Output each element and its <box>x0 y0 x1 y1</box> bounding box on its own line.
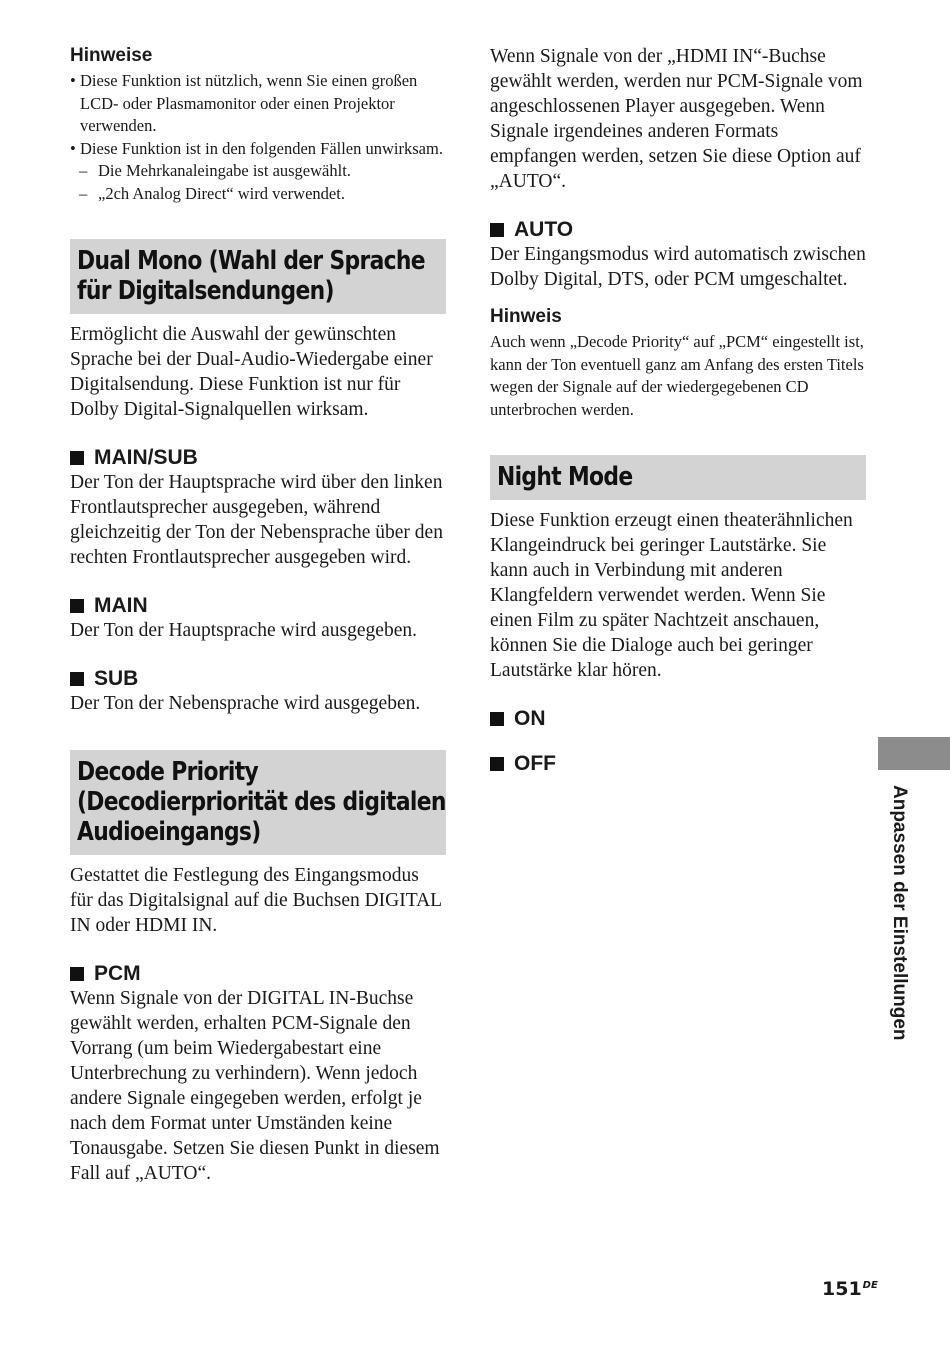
option-main-sub: MAIN/SUB <box>70 445 446 470</box>
option-off: OFF <box>490 751 866 776</box>
notes-list <box>70 70 446 205</box>
right-column <box>490 44 866 776</box>
dual-mono-intro: Ermöglicht die Auswahl der gewünschten Sprache bei der Dual-Audio-Wiedergabe einer Digitalsendung. Diese Funktion ist nur für Dolby Digital-Signalquellen wirksam. <box>70 324 433 420</box>
option-main-sub-text: Der Ton der Hauptsprache wird über den linken Frontlautsprecher ausgegeben, während gleichzeitig der Ton der Nebensprache über den rechten Frontlautsprecher ausgegeben wird. <box>70 472 443 568</box>
option-main: MAIN <box>70 593 446 618</box>
night-mode-heading: Night Mode <box>490 455 866 500</box>
square-bullet-icon <box>490 757 504 771</box>
square-bullet-icon <box>70 967 84 981</box>
square-bullet-icon <box>490 223 504 237</box>
sub-note-item: – Die Mehrkanaleingabe ist ausgewählt. <box>79 161 351 180</box>
option-sub: SUB <box>70 666 446 691</box>
page-number: 151DE <box>822 1278 878 1300</box>
decode-priority-intro: Gestattet die Festlegung des Eingangsmodus für das Digitalsignal auf die Buchsen DIGITAL IN oder HDMI IN. <box>70 865 442 936</box>
square-bullet-icon <box>70 599 84 613</box>
pcm-continued-text: Wenn Signale von der „HDMI IN“-Buchse gewählt werden, werden nur PCM-Signale vom angeschlossenen Player ausgegeben. Wenn Signale irgendeines anderen Formats empfangen werden, setzen Sie diese Option auf „AUTO“. <box>490 46 863 192</box>
notes-title: Hinweise <box>70 45 153 66</box>
note-title: Hinweis <box>490 306 562 327</box>
note-item: • Diese Funktion ist nützlich, wenn Sie einen großen LCD- oder Plasmamonitor oder einen Projektor verwenden. <box>70 71 418 135</box>
square-bullet-icon <box>70 672 84 686</box>
option-pcm: PCM <box>70 961 446 986</box>
night-mode-intro: Diese Funktion erzeugt einen theaterähnlichen Klangeindruck bei geringer Lautstärke. Sie kann auch in Verbindung mit anderen Klangfeldern verwendet werden. Wenn Sie einen Film zu später Nachtzeit anschauen, können Sie die Dialoge auch bei geringer Lautstärke klar hören. <box>490 510 853 681</box>
option-on: ON <box>490 706 866 731</box>
chapter-side-label: Anpassen der Einstellungen <box>889 785 910 1041</box>
square-bullet-icon <box>490 712 504 726</box>
option-auto: AUTO <box>490 217 866 242</box>
chapter-tab-marker <box>878 737 950 770</box>
left-column <box>70 44 446 1186</box>
option-pcm-text: Wenn Signale von der DIGITAL IN-Buchse gewählt werden, erhalten PCM-Signale den Vorrang (um beim Wiedergabestart eine Unterbrechung zu verhindern). Wenn jedoch andere Signale eingegeben werden, erfolgt je nach dem Format unter Umständen keine Tonausgabe. Setzen Sie diesen Punkt in diesem Fall auf „AUTO“. <box>70 988 440 1184</box>
option-sub-text: Der Ton der Nebensprache wird ausgegeben. <box>70 693 421 714</box>
dual-mono-heading: Dual Mono (Wahl der Sprache für Digitalsendungen) <box>70 239 446 314</box>
sub-note-item: – „2ch Analog Direct“ wird verwendet. <box>79 183 345 203</box>
option-auto-text: Der Eingangsmodus wird automatisch zwischen Dolby Digital, DTS, oder PCM umgeschaltet. <box>490 244 866 290</box>
note-text: Auch wenn „Decode Priority“ auf „PCM“ eingestellt ist, kann der Ton eventuell ganz am Anfang des ersten Titels wegen der Signale auf der wiedergegebenen CD unterbrochen werden. <box>490 332 864 419</box>
decode-priority-heading: Decode Priority (Decodierpriorität des digitalen Audioeingangs) <box>70 750 446 855</box>
square-bullet-icon <box>70 451 84 465</box>
note-item: • Diese Funktion ist in den folgenden Fällen unwirksam. <box>70 138 443 158</box>
option-main-text: Der Ton der Hauptsprache wird ausgegeben. <box>70 620 417 641</box>
